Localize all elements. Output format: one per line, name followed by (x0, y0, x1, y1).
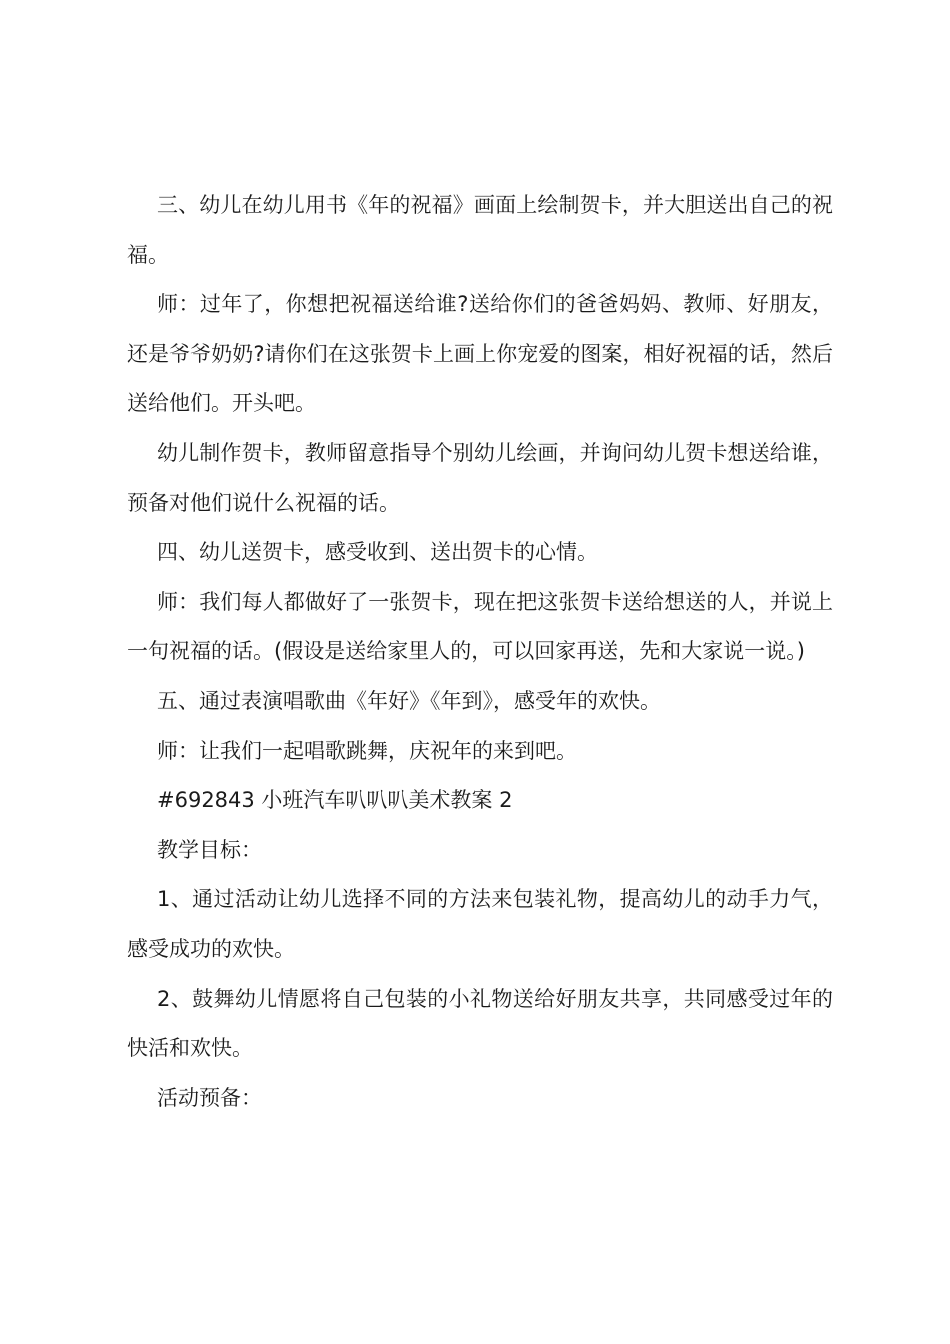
teaching-goals-heading: 教学目标： (157, 837, 262, 862)
paragraph-teacher-dialogue-2: 师：我们每人都做好了一张贺卡，现在把这张贺卡送给想送的人，并说上一句祝福的话。(假设是送给家里人的，可以回家再送，先和大家说一说。) (127, 589, 833, 664)
paragraph-children-make-cards: 幼儿制作贺卡，教师留意指导个别幼儿绘画，并询问幼儿贺卡想送给谁，预备对他们说什么祝福的话。 (127, 440, 833, 515)
paragraph-teacher-dialogue-3: 师：让我们一起唱歌跳舞，庆祝年的来到吧。 (157, 738, 577, 763)
teaching-goal-2: 2、鼓舞幼儿情愿将自己包装的小礼物送给好朋友共享，共同感受过年的快活和欢快。 (127, 986, 833, 1061)
lesson-plan-heading: #692843 小班汽车叭叭叭美术教案 2 (157, 788, 513, 813)
teaching-goal-1: 1、通过活动让幼儿选择不同的方法来包装礼物，提高幼儿的动手力气，感受成功的欢快。 (127, 887, 833, 961)
paragraph-section-three: 三、幼儿在幼儿用书《年的祝福》画面上绘制贺卡，并大胆送出自己的祝福。 (127, 193, 833, 267)
paragraph-teacher-dialogue-1: 师：过年了，你想把祝福送给谁?送给你们的爸爸妈妈、教师、好朋友，还是爷爷奶奶?请你们在这张贺卡上画上你宠爱的图案，相好祝福的话，然后送给他们。开头吧。 (127, 292, 833, 416)
document-body (127, 181, 833, 1123)
activity-preparation-heading: 活动预备： (157, 1085, 262, 1110)
paragraph-section-five: 五、通过表演唱歌曲《年好》《年到》，感受年的欢快。 (157, 688, 661, 713)
paragraph-section-four: 四、幼儿送贺卡，感受收到、送出贺卡的心情。 (157, 540, 598, 565)
